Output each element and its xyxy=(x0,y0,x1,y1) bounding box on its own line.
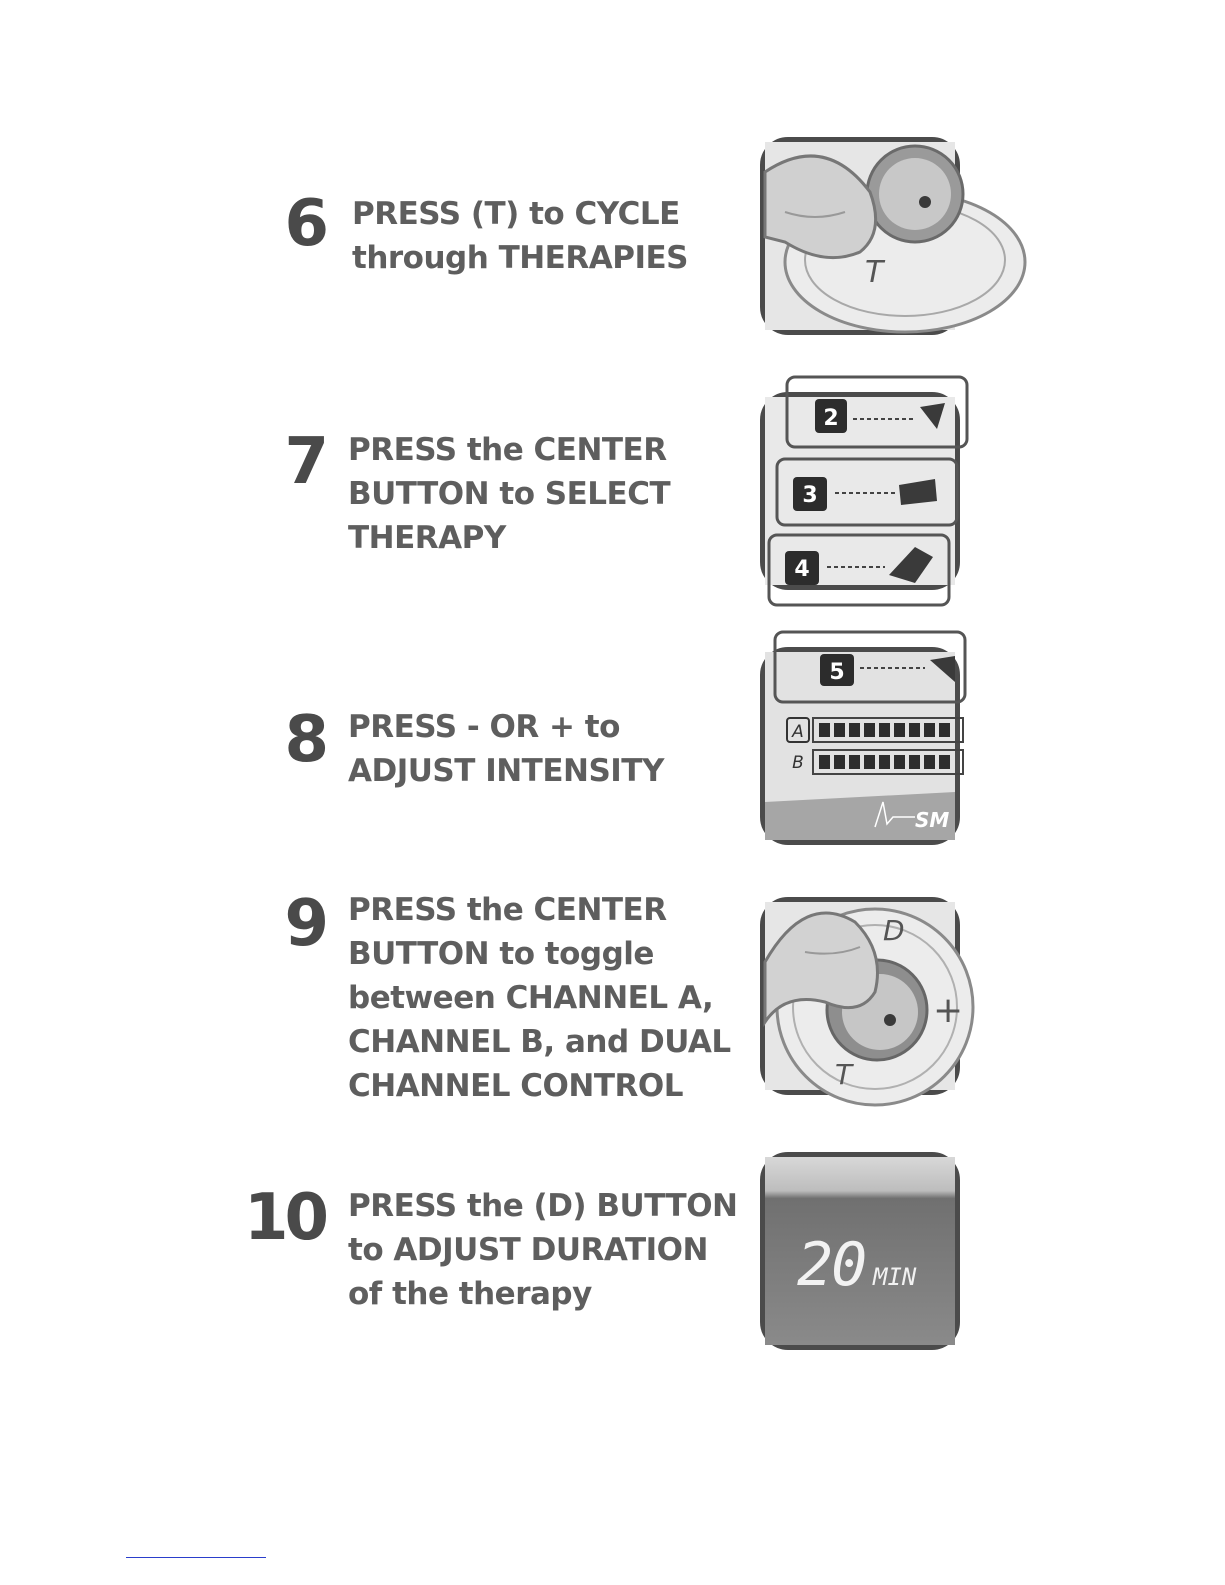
duration-illustration xyxy=(760,1152,960,1350)
step-number: 8 xyxy=(284,703,325,777)
d-label: D xyxy=(883,914,905,947)
channel-b-label: B xyxy=(792,753,804,773)
instruction-line: PRESS the (D) BUTTON xyxy=(348,1188,738,1224)
instruction-line: PRESS the CENTER xyxy=(348,432,667,468)
step-instruction xyxy=(352,192,712,280)
intensity-illustration xyxy=(760,647,960,845)
instruction-line: CHANNEL CONTROL xyxy=(348,1068,683,1104)
therapy-item-label: 3 xyxy=(802,483,818,508)
step-instruction xyxy=(348,705,708,793)
instruction-line: of the therapy xyxy=(348,1276,592,1312)
therapy-item-label: 4 xyxy=(794,557,810,582)
cycle-button-illustration xyxy=(760,137,960,335)
footer-rule xyxy=(126,1557,266,1558)
t-label: T xyxy=(835,1058,853,1091)
finger-press-center-icon xyxy=(765,902,964,1091)
channel-a-label: A xyxy=(792,722,804,742)
instruction-line: PRESS - OR + to xyxy=(348,709,620,745)
step-number: 7 xyxy=(284,425,325,499)
intensity-bars-icon xyxy=(765,652,955,840)
instruction-line: PRESS the CENTER xyxy=(348,892,667,928)
therapy-list-illustration xyxy=(760,392,960,590)
instruction-line: between CHANNEL A, xyxy=(348,980,714,1016)
toggle-button-illustration xyxy=(760,897,964,1095)
therapy-item-label: 2 xyxy=(823,406,839,431)
instruction-line: BUTTON to SELECT xyxy=(348,476,671,512)
step-number: 6 xyxy=(284,187,325,261)
therapy-item-label: 5 xyxy=(829,660,845,685)
plus-label: + xyxy=(933,990,964,1031)
step-instruction xyxy=(348,428,708,560)
step-instruction xyxy=(348,1184,738,1316)
instruction-line: ADJUST INTENSITY xyxy=(348,753,664,789)
instruction-line: THERAPY xyxy=(348,520,506,556)
duration-value: 20 xyxy=(797,1230,866,1300)
step-instruction xyxy=(348,888,731,1108)
step-number: 10 xyxy=(243,1181,325,1255)
step-number: 9 xyxy=(284,887,325,961)
brand-logo: SM xyxy=(915,808,950,832)
therapy-list-icon xyxy=(765,397,955,585)
instruction-line: through THERAPIES xyxy=(352,240,688,276)
duration-display-icon xyxy=(765,1157,955,1345)
instruction-line: to ADJUST DURATION xyxy=(348,1232,708,1268)
duration-unit: MIN xyxy=(873,1263,917,1291)
instruction-line: PRESS (T) to CYCLE xyxy=(352,196,680,232)
finger-press-t-icon xyxy=(765,142,955,330)
t-label: T xyxy=(865,255,884,290)
instruction-line: CHANNEL B, and DUAL xyxy=(348,1024,731,1060)
instruction-line: BUTTON to toggle xyxy=(348,936,654,972)
